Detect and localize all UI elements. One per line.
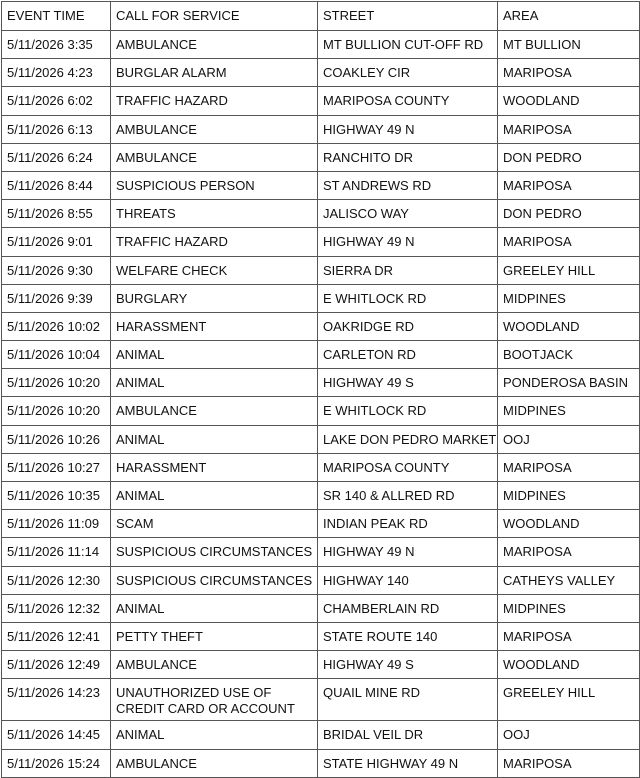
cell-street: LAKE DON PEDRO MARKET xyxy=(318,425,498,453)
cell-street: ST ANDREWS RD xyxy=(318,171,498,199)
cell-event-time: 5/11/2026 15:24 xyxy=(2,749,111,777)
cell-street: HIGHWAY 140 xyxy=(318,566,498,594)
cell-area: WOODLAND xyxy=(498,651,640,679)
cell-call-for-service: ANIMAL xyxy=(111,425,318,453)
cell-area: MARIPOSA xyxy=(498,749,640,777)
cell-event-time: 5/11/2026 9:39 xyxy=(2,284,111,312)
cell-call-for-service: SUSPICIOUS CIRCUMSTANCES xyxy=(111,566,318,594)
cell-call-for-service: AMBULANCE xyxy=(111,143,318,171)
cell-area: MARIPOSA xyxy=(498,59,640,87)
cell-call-for-service: AMBULANCE xyxy=(111,115,318,143)
cell-event-time: 5/11/2026 14:45 xyxy=(2,721,111,749)
cell-street: COAKLEY CIR xyxy=(318,59,498,87)
table-row xyxy=(2,566,640,594)
cell-area: DON PEDRO xyxy=(498,200,640,228)
header-area: AREA xyxy=(498,2,640,31)
table-row xyxy=(2,256,640,284)
cell-event-time: 5/11/2026 8:55 xyxy=(2,200,111,228)
cell-call-for-service: AMBULANCE xyxy=(111,749,318,777)
cell-event-time: 5/11/2026 10:26 xyxy=(2,425,111,453)
cell-event-time: 5/11/2026 11:14 xyxy=(2,538,111,566)
table-row xyxy=(2,482,640,510)
cell-area: PONDEROSA BASIN xyxy=(498,369,640,397)
call-log-table xyxy=(1,1,640,778)
cell-event-time: 5/11/2026 10:27 xyxy=(2,453,111,481)
cell-event-time: 5/11/2026 3:35 xyxy=(2,31,111,59)
table-row xyxy=(2,721,640,749)
cell-area: MARIPOSA xyxy=(498,228,640,256)
cell-area: CATHEYS VALLEY xyxy=(498,566,640,594)
cell-call-for-service: PETTY THEFT xyxy=(111,622,318,650)
table-row xyxy=(2,397,640,425)
table-row xyxy=(2,312,640,340)
cell-call-for-service: ANIMAL xyxy=(111,482,318,510)
cell-area: MARIPOSA xyxy=(498,453,640,481)
cell-event-time: 5/11/2026 9:01 xyxy=(2,228,111,256)
table-row xyxy=(2,453,640,481)
cell-area: GREELEY HILL xyxy=(498,256,640,284)
table-row xyxy=(2,87,640,115)
cell-area: WOODLAND xyxy=(498,87,640,115)
cell-area: MARIPOSA xyxy=(498,538,640,566)
cell-area: MT BULLION xyxy=(498,31,640,59)
cell-call-for-service: SCAM xyxy=(111,510,318,538)
cell-event-time: 5/11/2026 12:41 xyxy=(2,622,111,650)
cell-call-for-service: AMBULANCE xyxy=(111,651,318,679)
cell-area: GREELEY HILL xyxy=(498,679,640,721)
table-row xyxy=(2,143,640,171)
table-row xyxy=(2,31,640,59)
cell-event-time: 5/11/2026 10:04 xyxy=(2,341,111,369)
cell-event-time: 5/11/2026 10:20 xyxy=(2,397,111,425)
cell-street: CARLETON RD xyxy=(318,341,498,369)
table-row xyxy=(2,679,640,721)
cell-street: MARIPOSA COUNTY xyxy=(318,453,498,481)
cell-street: SR 140 & ALLRED RD xyxy=(318,482,498,510)
cell-event-time: 5/11/2026 11:09 xyxy=(2,510,111,538)
cell-event-time: 5/11/2026 10:02 xyxy=(2,312,111,340)
cell-call-for-service: HARASSMENT xyxy=(111,312,318,340)
cell-event-time: 5/11/2026 10:20 xyxy=(2,369,111,397)
table-row xyxy=(2,284,640,312)
cell-area: MARIPOSA xyxy=(498,171,640,199)
cell-area: BOOTJACK xyxy=(498,341,640,369)
cell-event-time: 5/11/2026 6:02 xyxy=(2,87,111,115)
cell-call-for-service: SUSPICIOUS CIRCUMSTANCES xyxy=(111,538,318,566)
cell-call-for-service: BURGLAR ALARM xyxy=(111,59,318,87)
cell-street: STATE HIGHWAY 49 N xyxy=(318,749,498,777)
cell-street: HIGHWAY 49 N xyxy=(318,115,498,143)
cell-event-time: 5/11/2026 8:44 xyxy=(2,171,111,199)
cell-area: MIDPINES xyxy=(498,397,640,425)
cell-call-for-service: ANIMAL xyxy=(111,341,318,369)
cell-call-for-service: ANIMAL xyxy=(111,721,318,749)
table-row xyxy=(2,594,640,622)
table-row xyxy=(2,200,640,228)
cell-area: MIDPINES xyxy=(498,284,640,312)
cell-street: E WHITLOCK RD xyxy=(318,284,498,312)
cell-call-for-service: BURGLARY xyxy=(111,284,318,312)
cell-call-for-service: AMBULANCE xyxy=(111,397,318,425)
cell-street: JALISCO WAY xyxy=(318,200,498,228)
cell-call-for-service: ANIMAL xyxy=(111,594,318,622)
cell-area: WOODLAND xyxy=(498,312,640,340)
cell-street: STATE ROUTE 140 xyxy=(318,622,498,650)
cell-street: SIERRA DR xyxy=(318,256,498,284)
cell-event-time: 5/11/2026 12:49 xyxy=(2,651,111,679)
cell-area: MIDPINES xyxy=(498,594,640,622)
cell-area: WOODLAND xyxy=(498,510,640,538)
table-row xyxy=(2,171,640,199)
cell-area: OOJ xyxy=(498,721,640,749)
cell-street: INDIAN PEAK RD xyxy=(318,510,498,538)
table-row xyxy=(2,622,640,650)
cell-area: MIDPINES xyxy=(498,482,640,510)
cell-event-time: 5/11/2026 6:13 xyxy=(2,115,111,143)
header-row xyxy=(2,2,640,31)
table-row xyxy=(2,115,640,143)
header-event-time: EVENT TIME xyxy=(2,2,111,31)
cell-event-time: 5/11/2026 14:23 xyxy=(2,679,111,721)
cell-event-time: 5/11/2026 12:30 xyxy=(2,566,111,594)
cell-street: E WHITLOCK RD xyxy=(318,397,498,425)
cell-event-time: 5/11/2026 10:35 xyxy=(2,482,111,510)
table-row xyxy=(2,425,640,453)
table-row xyxy=(2,228,640,256)
cell-area: DON PEDRO xyxy=(498,143,640,171)
cell-call-for-service: SUSPICIOUS PERSON xyxy=(111,171,318,199)
cell-street: HIGHWAY 49 S xyxy=(318,651,498,679)
cell-call-for-service: AMBULANCE xyxy=(111,31,318,59)
table-row xyxy=(2,59,640,87)
table-row xyxy=(2,538,640,566)
table-row xyxy=(2,749,640,777)
cell-street: MT BULLION CUT-OFF RD xyxy=(318,31,498,59)
cell-call-for-service: TRAFFIC HAZARD xyxy=(111,228,318,256)
cell-street: BRIDAL VEIL DR xyxy=(318,721,498,749)
cell-call-for-service: TRAFFIC HAZARD xyxy=(111,87,318,115)
cell-street: HIGHWAY 49 N xyxy=(318,228,498,256)
cell-area: MARIPOSA xyxy=(498,622,640,650)
cell-call-for-service: ANIMAL xyxy=(111,369,318,397)
cell-call-for-service: HARASSMENT xyxy=(111,453,318,481)
cell-street: RANCHITO DR xyxy=(318,143,498,171)
header-street: STREET xyxy=(318,2,498,31)
table-row xyxy=(2,510,640,538)
cell-event-time: 5/11/2026 12:32 xyxy=(2,594,111,622)
cell-street: MARIPOSA COUNTY xyxy=(318,87,498,115)
table-row xyxy=(2,369,640,397)
cell-call-for-service: WELFARE CHECK xyxy=(111,256,318,284)
table-row xyxy=(2,651,640,679)
cell-street: HIGHWAY 49 S xyxy=(318,369,498,397)
cell-street: QUAIL MINE RD xyxy=(318,679,498,721)
cell-event-time: 5/11/2026 6:24 xyxy=(2,143,111,171)
cell-area: OOJ xyxy=(498,425,640,453)
table-row xyxy=(2,341,640,369)
cell-event-time: 5/11/2026 4:23 xyxy=(2,59,111,87)
cell-area: MARIPOSA xyxy=(498,115,640,143)
cell-street: HIGHWAY 49 N xyxy=(318,538,498,566)
header-call-for-service: CALL FOR SERVICE xyxy=(111,2,318,31)
cell-call-for-service: UNAUTHORIZED USE OF CREDIT CARD OR ACCOUNT xyxy=(111,679,318,721)
cell-street: OAKRIDGE RD xyxy=(318,312,498,340)
cell-call-for-service: THREATS xyxy=(111,200,318,228)
cell-event-time: 5/11/2026 9:30 xyxy=(2,256,111,284)
cell-street: CHAMBERLAIN RD xyxy=(318,594,498,622)
